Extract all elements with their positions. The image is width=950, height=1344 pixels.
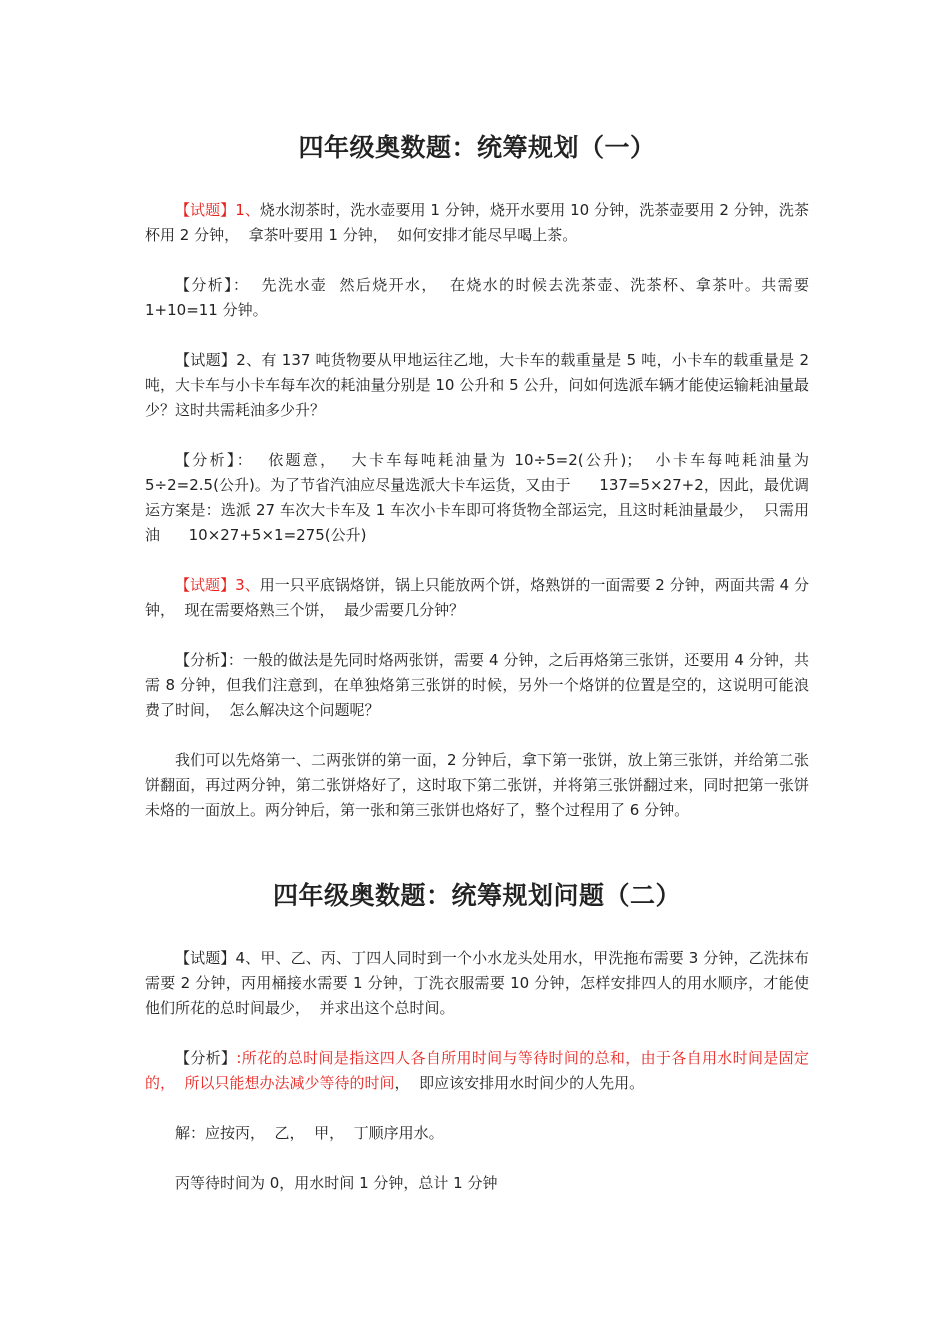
section-2-title: 四年级奥数题：统筹规划问题（二） bbox=[272, 881, 681, 910]
analysis-highlight: :所花的总时间是指这四人各自所用时间与等待时间的总和，由于各自用水时间是固定的， 所以只能想办法减少等待的时间 bbox=[145, 1049, 809, 1092]
question-2 bbox=[145, 348, 814, 423]
solution-line-2: 丙等待时间为 0，用水时间 1 分钟，总计 1 分钟 bbox=[175, 1174, 498, 1192]
section-1-title: 四年级奥数题：统筹规划（一） bbox=[298, 133, 656, 162]
analysis-text: ： 先洗水壶 然后烧开水， 在烧水的时候去洗茶壶、洗茶杯、拿茶叶。共需要 1+10=11 分钟。 bbox=[145, 276, 814, 319]
question-tag: 【试题】 bbox=[175, 949, 236, 967]
question-number: 1、 bbox=[235, 201, 260, 219]
analysis-tag: 【分析】 bbox=[175, 451, 237, 469]
analysis-text: ， 即应该安排用水时间少的人先用。 bbox=[394, 1074, 645, 1092]
question-number: 3、 bbox=[235, 576, 260, 594]
question-1 bbox=[145, 198, 809, 248]
analysis-4 bbox=[145, 1046, 809, 1096]
question-tag: 【试题】 bbox=[175, 576, 236, 594]
question-tag: 【试题】 bbox=[175, 201, 236, 219]
question-text: 4、甲、乙、丙、丁四人同时到一个小水龙头处用水，甲洗拖布需要 3 分钟，乙洗抹布需要 2 分钟，丙用桶接水需要 1 分钟，丁洗衣服需要 10 分钟，怎样安排四人的用水顺序，才能使他们所花的总时间最少， 并求出这个总时间。 bbox=[145, 949, 809, 1017]
question-tag: 【试题】 bbox=[175, 351, 237, 369]
analysis-text: ： 依题意， 大卡车每吨耗油量为 10÷5=2(公升)； 小卡车每吨耗油量为 5÷2=2.5(公升)。为了节省汽油应尽量选派大卡车运货，又由于 137=5×27+2，因此，最优调运方案是：选派 27 车次大卡车及 1 车次小卡车即可将货物全部运完，且这时耗油量最少， 只需用油 10×27+5×1=275(公升) bbox=[145, 451, 814, 544]
question-3 bbox=[145, 573, 809, 623]
question-text: 烧水沏茶时，洗水壶要用 1 分钟，烧开水要用 10 分钟，洗茶壶要用 2 分钟，洗茶杯用 2 分钟， 拿茶叶要用 1 分钟， 如何安排才能尽早喝上茶。 bbox=[145, 201, 809, 244]
question-text: 用一只平底锅烙饼，锅上只能放两个饼，烙熟饼的一面需要 2 分钟，两面共需 4 分钟， 现在需要烙熟三个饼， 最少需要几分钟？ bbox=[145, 576, 809, 619]
analysis-1 bbox=[145, 273, 814, 323]
document-page bbox=[145, 128, 814, 1196]
analysis-text: ：一般的做法是先同时烙两张饼，需要 4 分钟，之后再烙第三张饼，还要用 4 分钟，共需 8 分钟，但我们注意到，在单独烙第三张饼的时候，另外一个烙饼的位置是空的，这说明可能浪费了时间， 怎么解决这个问题呢？ bbox=[145, 651, 809, 719]
analysis-tag: 【分析】 bbox=[175, 1049, 237, 1067]
question-text: 2、有 137 吨货物要从甲地运往乙地，大卡车的载重量是 5 吨，小卡车的载重量是 2 吨，大卡车与小卡车每车次的耗油量分别是 10 公升和 5 公升，问如何选派车辆才能使运输耗油量最少？这时共需耗油多少升？ bbox=[145, 351, 814, 419]
question-4 bbox=[145, 946, 809, 1021]
analysis-tag: 【分析】 bbox=[175, 276, 234, 294]
analysis-2 bbox=[145, 448, 814, 548]
analysis-3-continued: 我们可以先烙第一、二两张饼的第一面，2 分钟后，拿下第一张饼，放上第三张饼，并给第二张饼翻面，再过两分钟，第二张饼烙好了，这时取下第二张饼，并将第三张饼翻过来，同时把第一张饼未烙的一面放上。两分钟后，第一张和第三张饼也烙好了，整个过程用了 6 分钟。 bbox=[145, 751, 809, 819]
analysis-tag: 【分析】 bbox=[175, 651, 228, 669]
solution-line-1: 解：应按丙， 乙， 甲， 丁顺序用水。 bbox=[175, 1124, 444, 1142]
analysis-3 bbox=[145, 648, 809, 723]
